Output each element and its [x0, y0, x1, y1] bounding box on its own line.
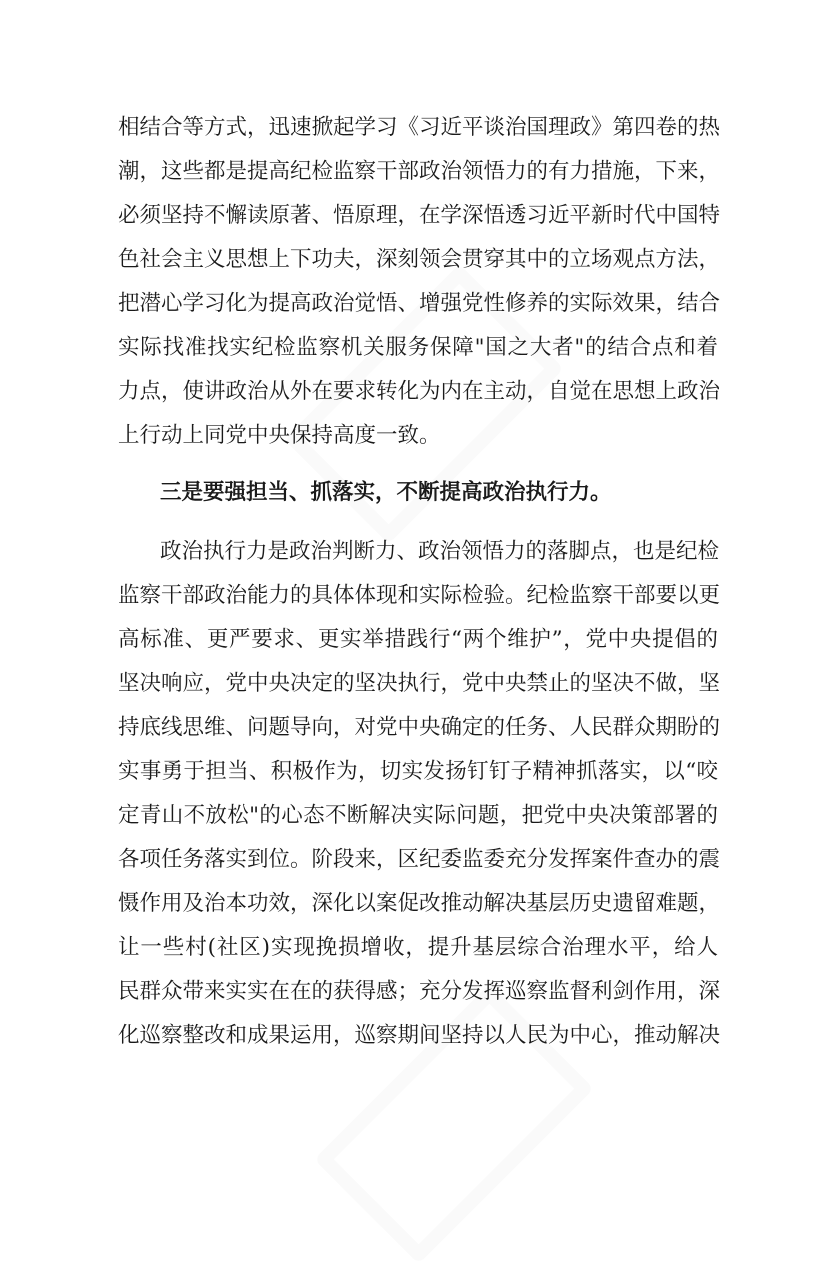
- paragraph-line: 力点，使讲政治从外在要求转化为内在主动，自觉在思想上政治: [118, 379, 721, 404]
- paragraph-line: 慑作用及治本功效，深化以案促改推动解决基层历史遗留难题，: [118, 891, 721, 916]
- paragraph-line: 实事勇于担当、积极作为，切实发扬钉钉子精神抓落实，以“咬: [118, 759, 718, 784]
- paragraph-line: 必须坚持不懈读原著、悟原理，在学深悟透习近平新时代中国特: [118, 203, 721, 228]
- paragraph-line: 持底线思维、问题导向，对党中央确定的任务、人民群众期盼的: [118, 715, 721, 740]
- paragraph-line: 色社会主义思想上下功夫，深刻领会贯穿其中的立场观点方法，: [118, 247, 721, 272]
- paragraph-line: 潮，这些都是提高纪检监察干部政治领悟力的有力措施，下来，: [118, 159, 721, 184]
- paragraph-line: 高标准、更严要求、更实举措践行“两个维护”，党中央提倡的: [118, 627, 718, 652]
- paragraph-line: 让一些村(社区)实现挽损增收，提升基层综合治理水平，给人: [118, 935, 718, 960]
- paragraph-line: 把潜心学习化为提高政治觉悟、增强党性修养的实际效果，结合: [118, 291, 721, 316]
- paragraph-line: 监察干部政治能力的具体体现和实际检验。纪检监察干部要以更: [118, 583, 721, 608]
- paragraph-line: 定青山不放松"的心态不断解决实际问题，把党中央决策部署的: [118, 803, 718, 828]
- paragraph-line: 民群众带来实实在在的获得感；充分发挥巡察监督利剑作用，深: [118, 979, 721, 1004]
- paragraph-line: 上行动上同党中央保持高度一致。: [118, 423, 441, 448]
- paragraph-line: 实际找准找实纪检监察机关服务保障"国之大者"的结合点和着: [118, 335, 718, 360]
- paragraph-line: 相结合等方式，迅速掀起学习《习近平谈治国理政》第四卷的热: [118, 115, 721, 140]
- paragraph-line: 各项任务落实到位。阶段来，区纪委监委充分发挥案件查办的震: [118, 847, 721, 872]
- paragraph-line: 坚决响应，党中央决定的坚决执行，党中央禁止的坚决不做，坚: [118, 671, 721, 696]
- section-heading: 三是要强担当、抓落实，不断提高政治执行力。: [160, 480, 612, 505]
- paragraph-line: 化巡察整改和成果运用，巡察期间坚持以人民为中心，推动解决: [118, 1023, 721, 1048]
- paragraph-line: 政治执行力是政治判断力、政治领悟力的落脚点，也是纪检: [160, 539, 720, 564]
